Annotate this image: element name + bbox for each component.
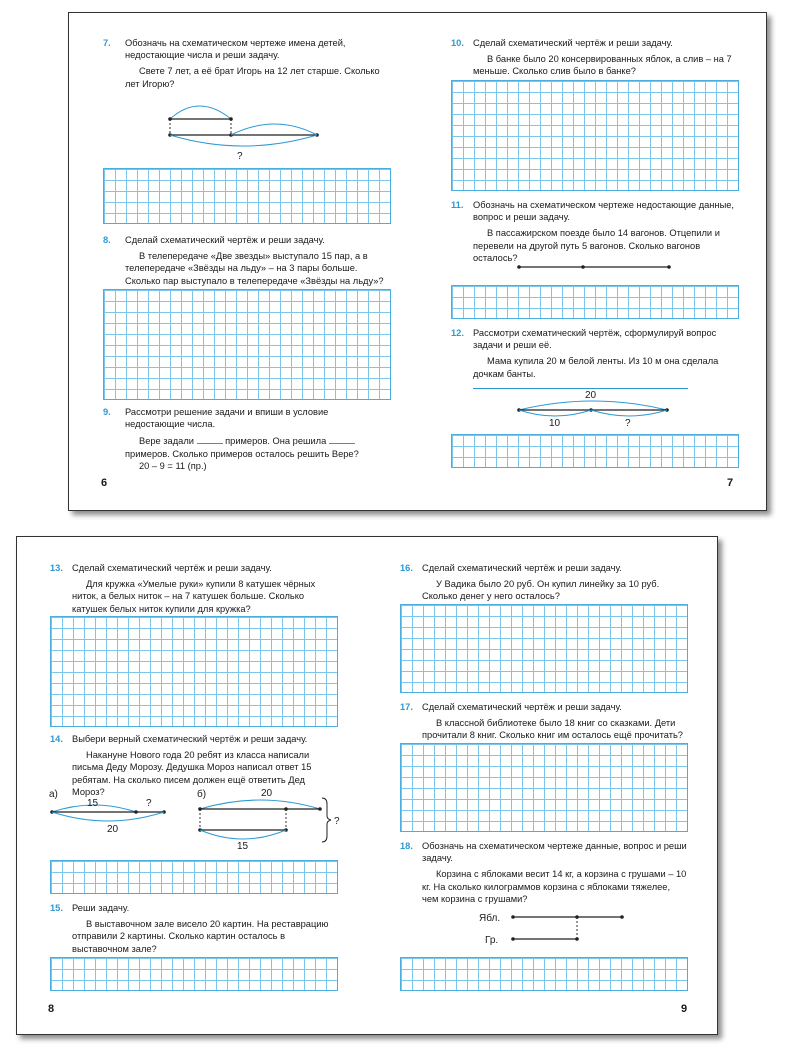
page-9 xyxy=(367,537,717,1034)
segment-label: 20 xyxy=(107,824,119,835)
task-instruction: Сделай схематический чертёж и реши задачу. xyxy=(125,235,325,245)
page-number: 8 xyxy=(48,1003,55,1015)
page-8 xyxy=(17,537,367,1034)
task-number: 10. xyxy=(451,38,464,48)
answer-grid[interactable] xyxy=(451,80,739,191)
task-7-diagram xyxy=(165,101,325,171)
task-instruction: Обозначь на схематическом чертеже данные, вопрос и реши задачу. xyxy=(422,841,687,864)
workbook-spread-bottom xyxy=(16,536,718,1035)
task-9 xyxy=(103,406,388,472)
task-instruction: Сделай схематический чертёж и реши задачу. xyxy=(473,38,673,48)
task-number: 11. xyxy=(451,200,464,210)
task-text: Свете 7 лет, а её брат Игорь на 12 лет старше. Сколько лет Игорю? xyxy=(125,66,380,89)
question-mark: ? xyxy=(625,418,631,429)
task-8 xyxy=(103,234,388,287)
task-text: Для кружка «Умелые руки» купили 8 катушек чёрных ниток, а белых ниток – на 7 катушек больше. Сколько катушек белых ниток купили для кружка? xyxy=(72,579,316,614)
answer-grid[interactable] xyxy=(103,168,391,224)
task-instruction: Сделай схематический чертёж и реши задачу. xyxy=(422,702,622,712)
task-18-diagram xyxy=(479,909,629,947)
task-number: 9. xyxy=(103,407,111,417)
task-16 xyxy=(400,562,687,603)
task-number: 18. xyxy=(400,841,413,851)
segment-label: 20 xyxy=(261,788,273,799)
solution: 20 – 9 = 11 (пр.) xyxy=(139,460,207,471)
task-instruction: Сделай схематический чертёж и реши задачу. xyxy=(72,563,272,573)
task-number: 8. xyxy=(103,235,111,245)
task-12-diagram xyxy=(517,386,677,432)
task-instruction: Обозначь на схематическом чертеже имена детей, недостающие числа и реши задачу. xyxy=(125,38,346,61)
task-13 xyxy=(50,562,337,615)
task-text: Корзина с яблоками весит 14 кг, а корзина с грушами – 10 кг. На сколько килограммов корзина с яблоками тяжелее, чем корзина с грушами? xyxy=(422,869,687,904)
task-text: В пассажирском поезде было 14 вагонов. Отцепили и перевели на другой путь 5 вагонов. Сколько вагонов осталось? xyxy=(473,228,720,263)
task-7 xyxy=(103,37,388,90)
page-number: 7 xyxy=(727,477,734,489)
task-12 xyxy=(451,327,736,392)
task-text: В телепередаче «Две звезды» выступало 15 пар, а в телепередаче «Звёзды на льду» – на 3 пары больше. Сколько пар выступало в телепередаче «Звёзды на льду»? xyxy=(125,251,384,286)
blank-field[interactable] xyxy=(329,434,355,444)
task-instruction: Сделай схематический чертёж и реши задачу. xyxy=(422,563,622,573)
question-mark: ? xyxy=(334,816,340,827)
task-text: Вере задали xyxy=(139,436,194,447)
answer-grid[interactable] xyxy=(50,860,338,894)
task-text: В классной библиотеке было 18 книг со сказками. Дети прочитали 8 книг. Сколько книг им осталось ещё прочитать? xyxy=(422,718,683,741)
task-text: В банке было 20 консервированных яблок, а слив – на 7 меньше. Сколько слив было в банке? xyxy=(473,54,732,77)
task-text: примеров. Сколько примеров осталось решить Вере? xyxy=(125,448,359,459)
question-mark: ? xyxy=(146,798,152,809)
part-label: 10 xyxy=(549,418,561,429)
row-label-apples: Ябл. xyxy=(479,913,501,924)
page-6 xyxy=(69,13,417,510)
task-text: Накануне Нового года 20 ребят из класса написали письма Деду Морозу. Дедушка Мороз написал ответ 15 ребятам. На сколько писем должен ещё ответить Дед Мороз? xyxy=(72,750,312,797)
answer-grid[interactable] xyxy=(400,604,688,693)
answer-grid[interactable] xyxy=(451,434,739,468)
task-number: 17. xyxy=(400,702,413,712)
task-number: 7. xyxy=(103,38,111,48)
workbook-spread-top xyxy=(68,12,767,511)
task-14-diagram-a[interactable] xyxy=(49,788,179,838)
page-7 xyxy=(417,13,766,510)
task-number: 13. xyxy=(50,563,63,573)
blank-field[interactable] xyxy=(197,434,223,444)
task-instruction: Реши задачу. xyxy=(72,903,130,913)
answer-grid[interactable] xyxy=(103,289,391,400)
task-11 xyxy=(451,199,736,264)
page-number: 6 xyxy=(101,477,108,489)
task-text: В выставочном зале висело 20 картин. На реставрацию отправили 2 картины. Сколько картин осталось в выставочном зале? xyxy=(72,919,329,954)
task-number: 16. xyxy=(400,563,413,573)
task-text: примеров. Она решила xyxy=(225,436,327,447)
question-mark: ? xyxy=(237,151,243,162)
task-10 xyxy=(451,37,736,78)
task-instruction: Обозначь на схематическом чертеже недостающие данные, вопрос и реши задачу. xyxy=(473,200,735,223)
segment-label: 15 xyxy=(237,841,249,852)
page-number: 9 xyxy=(681,1003,688,1015)
option-b-label: б) xyxy=(197,789,207,800)
answer-grid[interactable] xyxy=(400,743,688,832)
answer-grid[interactable] xyxy=(400,957,688,991)
task-15 xyxy=(50,902,337,955)
task-number: 14. xyxy=(50,734,63,744)
segment-label: 15 xyxy=(87,798,99,809)
task-17 xyxy=(400,701,687,742)
task-instruction: Рассмотри схематический чертёж, сформулируй вопрос задачи и реши её. xyxy=(473,328,717,351)
task-18 xyxy=(400,840,687,905)
answer-grid[interactable] xyxy=(50,616,338,727)
task-number: 15. xyxy=(50,903,63,913)
task-instruction: Рассмотри решение задачи и впиши в условие недостающие числа. xyxy=(125,407,329,430)
option-a-label: а) xyxy=(49,789,58,800)
task-number: 12. xyxy=(451,328,464,338)
answer-grid[interactable] xyxy=(50,957,338,991)
total-label: 20 xyxy=(585,390,597,401)
task-text: У Вадика было 20 руб. Он купил линейку за 10 руб. Сколько денег у него осталось? xyxy=(422,579,660,602)
task-14-diagram-b[interactable] xyxy=(197,788,347,850)
task-11-diagram xyxy=(517,261,677,273)
task-instruction: Выбери верный схематический чертёж и реши задачу. xyxy=(72,734,308,744)
row-label-pears: Гр. xyxy=(485,935,499,946)
answer-grid[interactable] xyxy=(451,285,739,319)
task-text: Мама купила 20 м белой ленты. Из 10 м она сделала дочкам банты. xyxy=(473,355,736,392)
